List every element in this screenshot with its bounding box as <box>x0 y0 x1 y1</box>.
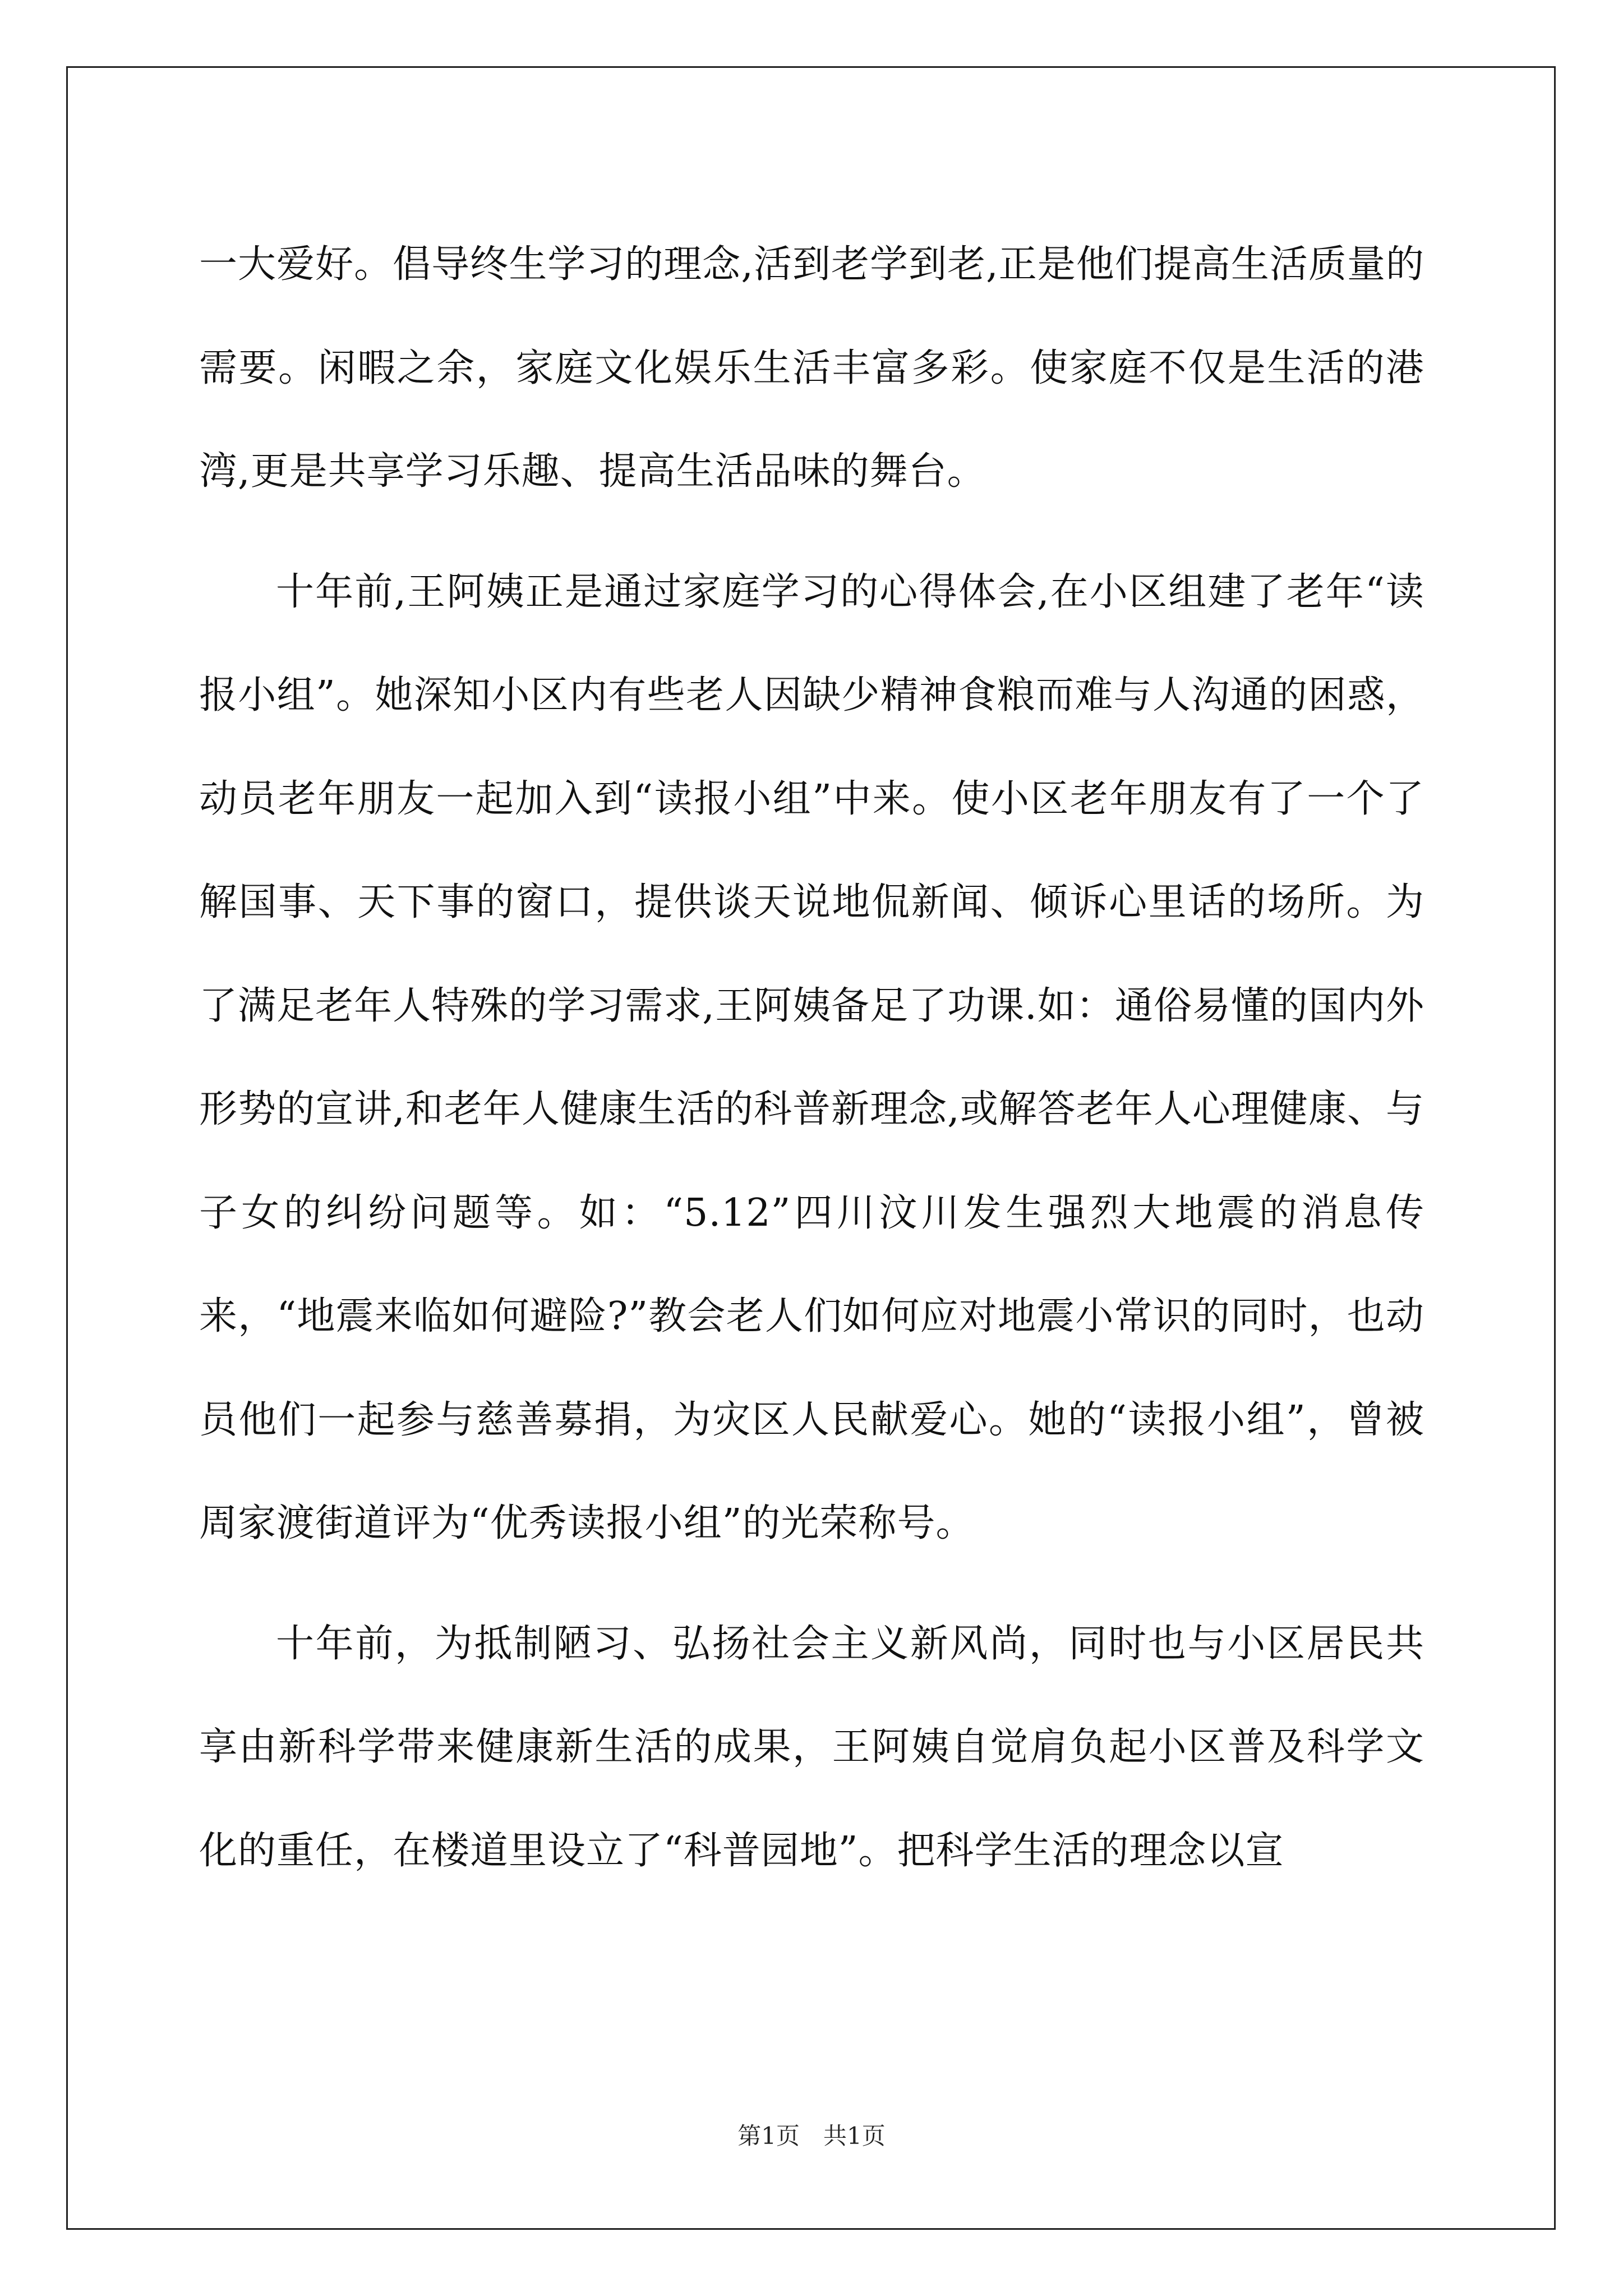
paragraph-2: 十年前,王阿姨正是通过家庭学习的心得体会,在小区组建了老年“读报小组”。她深知小区内有些老人因缺少精神食粮而难与人沟通的困惑，动员老年朋友一起加入到“读报小组”中来。使小区老年朋友有了一个了解国事、天下事的窗口，提供谈天说地侃新闻、倾诉心里话的场所。为了满足老年人特殊的学习需求,王阿姨备足了功课.如：通俗易懂的国内外形势的宣讲,和老年人健康生活的科普新理念,或解答老年人心理健康、与子女的纠纷问题等。如：“5.12”四川汶川发生强烈大地震的消息传来，“地震来临如何避险?”教会老人们如何应对地震小常识的同时，也动员他们一起参与慈善募捐，为灾区人民献爱心。她的“读报小组”，曾被周家渡街道评为“优秀读报小组”的光荣称号。 <box>199 569 1424 1545</box>
document-body <box>199 213 1424 1903</box>
paragraph-gap <box>199 1576 1424 1593</box>
paragraph-gap <box>199 524 1424 541</box>
paragraph-1: 一大爱好。倡导终生学习的理念,活到老学到老,正是他们提高生活质量的需要。闲暇之余，家庭文化娱乐生活丰富多彩。使家庭不仅是生活的港湾,更是共享学习乐趣、提高生活品味的舞台。 <box>199 242 1424 494</box>
paragraph-3: 十年前，为抵制陋习、弘扬社会主义新风尚，同时也与小区居民共享由新科学带来健康新生活的成果，王阿姨自觉肩负起小区普及科学文化的重任，在楼道里设立了“科普园地”。把科学生活的理念以宣 <box>199 1621 1424 1873</box>
page-number-footer: 第1页 共1页 <box>737 2122 886 2150</box>
